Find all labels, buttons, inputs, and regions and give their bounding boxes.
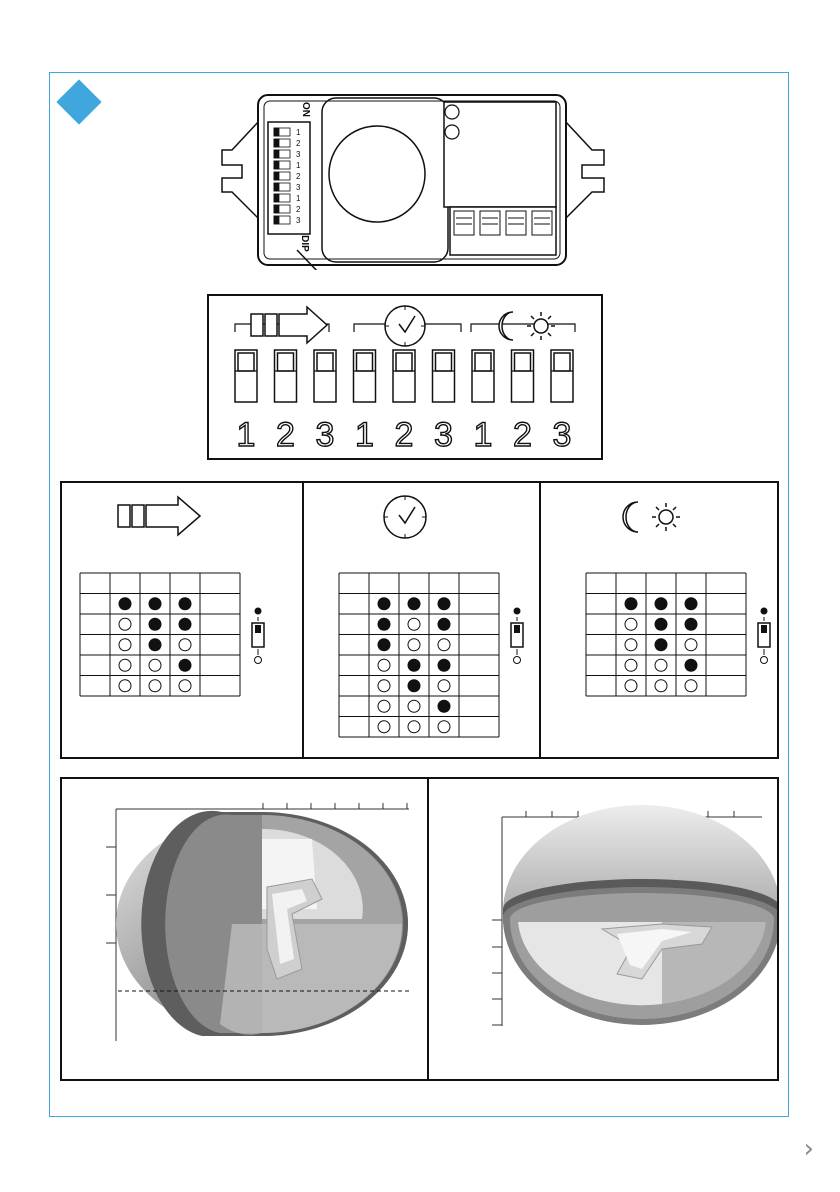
terminal-block: [454, 211, 474, 235]
on-dot: [378, 618, 390, 630]
on-dot: [438, 700, 450, 712]
on-dot: [179, 598, 191, 610]
dip-switch-3[interactable]: [314, 350, 336, 454]
moon-sun-icon: [623, 502, 680, 532]
on-dot: [655, 639, 667, 651]
off-dot: [378, 680, 390, 692]
dip-switch-number: 2: [513, 416, 532, 454]
on-dot: [625, 598, 637, 610]
off-dot: [378, 659, 390, 671]
dip-switch-number: 1: [473, 416, 493, 454]
clock-icon: [385, 306, 425, 346]
dip-switch-panel: [207, 294, 603, 460]
mini-dip-number: 3: [296, 150, 301, 159]
off-dot: [149, 680, 161, 692]
off-dot: [408, 700, 420, 712]
on-dot: [179, 618, 191, 630]
terminal-block: [506, 211, 526, 235]
off-dot: [179, 680, 191, 692]
dip-switch-number: 3: [434, 416, 453, 454]
mini-dip-number: 2: [296, 205, 301, 214]
off-dot: [438, 680, 450, 692]
off-dot: [625, 639, 637, 651]
settings-table-daylight: [586, 573, 770, 696]
on-dot: [408, 680, 420, 692]
on-off-legend-icon: [511, 608, 523, 664]
dip-switch-5[interactable]: [393, 350, 415, 454]
terminal-block: [532, 211, 552, 235]
on-dot: [438, 659, 450, 671]
on-dot: [438, 618, 450, 630]
dip-switch-6[interactable]: [433, 350, 455, 454]
mini-dip-number: 1: [296, 194, 301, 203]
off-dot: [119, 618, 131, 630]
dip-switch-number: 3: [315, 416, 335, 454]
settings-table-time: [339, 573, 523, 737]
off-dot: [625, 659, 637, 671]
settings-tables-panel: [60, 481, 779, 759]
on-dot: [685, 598, 697, 610]
dip-switch-number: 1: [355, 416, 374, 454]
on-dot: [149, 598, 161, 610]
dip-switch-7[interactable]: [472, 350, 494, 454]
off-dot: [655, 680, 667, 692]
off-dot: [625, 680, 637, 692]
on-dot: [378, 598, 390, 610]
ceiling-mount-pattern: [492, 805, 777, 1026]
on-dot: [655, 598, 667, 610]
off-dot: [438, 639, 450, 651]
range-arrow-icon: [251, 307, 327, 343]
off-dot: [408, 618, 420, 630]
on-dot: [408, 598, 420, 610]
on-dot: [685, 618, 697, 630]
off-dot: [119, 680, 131, 692]
dip-switch-8[interactable]: [512, 350, 534, 454]
detection-patterns-panel: [60, 777, 779, 1081]
clock-icon: [384, 496, 426, 538]
dip-switch-2[interactable]: [275, 350, 297, 454]
on-off-legend-icon: [252, 608, 264, 664]
mini-dip-number: 2: [296, 172, 301, 181]
off-dot: [625, 618, 637, 630]
dip-label: DIP: [298, 235, 310, 252]
on-dot: [685, 659, 697, 671]
off-dot: [119, 639, 131, 651]
on-dot: [408, 659, 420, 671]
on-off-legend-icon: [758, 608, 770, 664]
on-dot: [179, 659, 191, 671]
dip-switch-9[interactable]: [551, 350, 573, 454]
on-dot: [438, 598, 450, 610]
dip-switch-number: 2: [276, 416, 295, 454]
off-dot: [408, 721, 420, 733]
wall-mount-pattern: [106, 803, 409, 1041]
dip-switch-number: 2: [394, 416, 414, 454]
dip-switch-1[interactable]: [235, 350, 257, 454]
off-dot: [149, 659, 161, 671]
next-page-chevron-icon[interactable]: ›: [803, 1134, 814, 1164]
terminal-block: [480, 211, 500, 235]
on-dot: [378, 639, 390, 651]
on-dot: [149, 639, 161, 651]
dip-switch-number: 3: [552, 416, 572, 454]
sensor-device-drawing: [212, 90, 612, 270]
off-dot: [655, 659, 667, 671]
dip-switch-4[interactable]: [354, 350, 376, 454]
off-dot: [119, 659, 131, 671]
off-dot: [438, 721, 450, 733]
dip-switch-number: 1: [236, 416, 256, 454]
settings-table-range: [80, 573, 264, 696]
off-dot: [408, 639, 420, 651]
range-arrow-icon: [118, 497, 200, 535]
off-dot: [685, 680, 697, 692]
mini-dip-number: 3: [296, 216, 301, 225]
on-dot: [149, 618, 161, 630]
dip-switch-zoom: [209, 296, 601, 458]
on-dot: [655, 618, 667, 630]
off-dot: [179, 639, 191, 651]
on-label: ON: [300, 102, 311, 117]
detection-diagrams: [62, 779, 777, 1079]
mini-dip-number: 2: [296, 139, 301, 148]
mini-dip-number: 3: [296, 183, 301, 192]
on-dot: [119, 598, 131, 610]
off-dot: [378, 700, 390, 712]
off-dot: [378, 721, 390, 733]
off-dot: [685, 639, 697, 651]
mini-dip-number: 1: [296, 128, 301, 137]
moon-sun-icon: [499, 312, 555, 340]
settings-tables: [62, 483, 777, 757]
mini-dip-number: 1: [296, 161, 301, 170]
